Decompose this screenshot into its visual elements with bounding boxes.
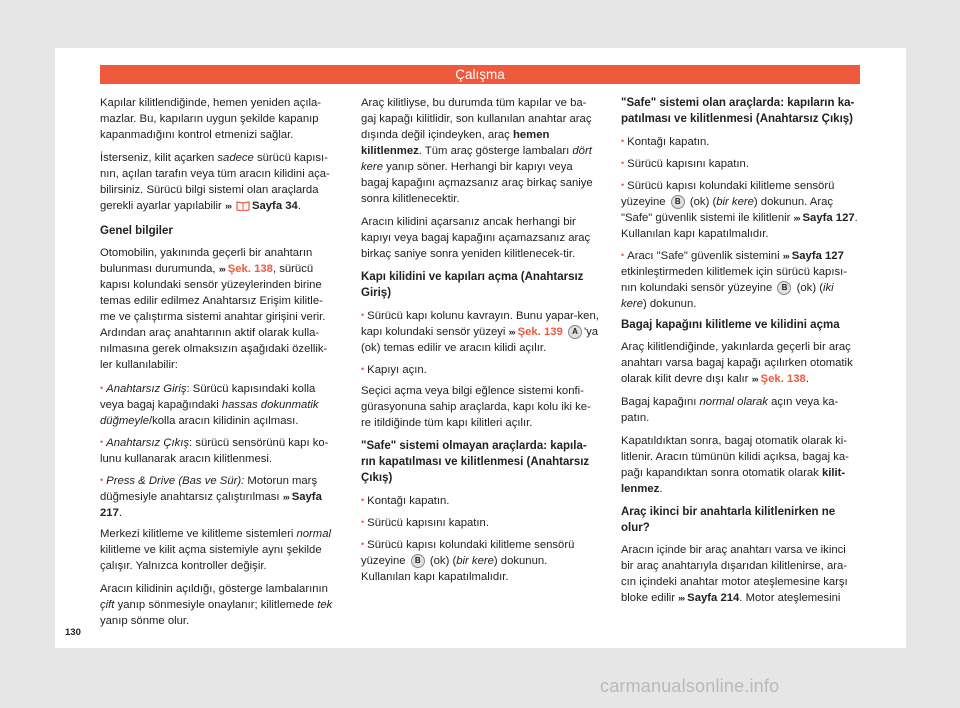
manual-page [55, 48, 906, 648]
arrows-icon: ››› [218, 264, 225, 274]
bullet-icon: • [621, 158, 625, 168]
list-item: • Sürücü kapısını kapatın. [361, 517, 489, 529]
heading-genel-bilgiler: Genel bilgiler [100, 225, 173, 237]
bullet-icon: • [621, 136, 625, 146]
figure-link[interactable]: Şek. 138 [760, 373, 806, 385]
heading-keyless-exit-safe: "Safe" sistemi olan araçlarda: kapıların ka-patılması ve kilitlenmesi (Anahtarsız Çıkış) [621, 97, 855, 125]
paragraph: Aracın içinde bir araç anahtarı varsa ve ikinci bir araç anahtarıyla dışarıdan kilitlenirse, ara-cın içindeki anahtar motor ateşlemesine karşı bloke edilir ››› Sayfa 214. Motor ateşlemesini [621, 544, 848, 604]
bullet-icon: • [621, 250, 625, 260]
paragraph: Otomobilin, yakınında geçerli bir anahtarın bulunması durumunda, ››› Şek. 138, sürücü kapısı kolundaki sensör yüzeylerinden birine temas edilir edilmez Anahtarsız Erişim kilitle-me ve çalıştırma sistemi anahtar girişini verir. Ardından araç anahtarının aktif olarak kulla-nılmasına gerek olmaksızın aşağıdaki özellik-ler kullanılabilir: [100, 247, 328, 371]
arrows-icon: ››› [751, 374, 758, 384]
text-column-3 [621, 95, 859, 613]
bullet-icon: • [100, 437, 104, 447]
arrows-icon: ››› [282, 492, 289, 502]
bullet-icon: • [100, 383, 104, 393]
page-link[interactable]: Sayfa 34 [251, 200, 298, 212]
list-item: • Sürücü kapısı kolundaki kilitleme sensörü yüzeyine B (ok) (bir kere) dokunun. Araç "Safe" güvenlik sistemi ile kilitlenir ››› Sayfa 127. Kullanılan kapı kapatılmalıdır. [621, 180, 858, 240]
page-link[interactable]: Sayfa 127 [802, 212, 855, 224]
figure-link[interactable]: Şek. 139 [517, 326, 563, 338]
arrows-icon: ››› [678, 593, 685, 603]
page-link[interactable]: Sayfa 127 [791, 250, 844, 262]
text-column-1 [100, 95, 338, 636]
callout-badge-b: B [777, 281, 791, 295]
figure-link[interactable]: Şek. 138 [227, 263, 273, 275]
book-icon [236, 200, 250, 216]
list-item: • Sürücü kapısını kapatın. [621, 158, 749, 170]
list-item: • Aracı "Safe" güvenlik sistemini ››› Sayfa 127 etkinleştirmeden kilitlemek için sürücü kapısı-nın kolundaki sensör yüzeyine B (ok) (iki kere) dokunun. [621, 250, 848, 310]
list-item: • Anahtarsız Giriş: Sürücü kapısındaki kolla veya bagaj kapağındaki hassas dokunmatik düğmeyle/kolla aracın kilidinin açılması. [100, 383, 319, 427]
paragraph: Araç kilitliyse, bu durumda tüm kapılar ve ba-gaj kapağı kilitlidir, son kullanılan anahtar araç dışında değil içindeyken, araç hemen kilitlenmez. Tüm araç gösterge lambaları dört kere yanıp söner. Herhangi bir kapıyı veya bagaj kapağını açmazsanız araç birkaç saniye sonra kilitlenecektir. [361, 97, 593, 205]
paragraph: İsterseniz, kilit açarken sadece sürücü kapısı-nın, açılan tarafın veya tüm aracın kilidini aça-bilirsiniz. Sürücü bilgi sistemi olan araçlarda gerekli ayarlar yapılabilir ››› Sayfa 34. [100, 150, 338, 216]
arrows-icon: ››› [782, 251, 789, 261]
heading-keyless-exit-no-safe: "Safe" sistemi olmayan araçlarda: kapıla-rın kapatılması ve kilitlenmesi (Anahtarsız Çıkış) [361, 440, 590, 484]
heading-keyless-entry: Kapı kilidini ve kapıları açma (Anahtarsız Giriş) [361, 271, 584, 299]
list-item: • Kontağı kapatın. [621, 136, 710, 148]
arrows-icon: ››› [793, 213, 800, 223]
arrows-icon: ››› [508, 327, 515, 337]
page-link[interactable]: Sayfa 217 [100, 491, 322, 519]
paragraph: Aracın kilidinin açıldığı, gösterge lambalarının çift yanıp sönmesiyle onaylanır; kilitlemede tek yanıp sönme olur. [100, 583, 333, 627]
section-title: Çalışma [455, 67, 505, 82]
list-item: • Kapıyı açın. [361, 364, 427, 376]
bullet-icon: • [100, 475, 104, 485]
bullet-icon: • [361, 364, 365, 374]
paragraph: Kapatıldıktan sonra, bagaj otomatik olarak ki-litlenir. Aracın tümünün kilidi açıksa, bagaj ka-pağı kapandıktan sonra otomatik olarak kilit-lenmez. [621, 435, 849, 495]
text-column-2 [361, 95, 599, 590]
bullet-icon: • [621, 180, 625, 190]
bullet-icon: • [361, 517, 365, 527]
heading-trunk: Bagaj kapağını kilitleme ve kilidini açma [621, 319, 840, 331]
callout-badge-b: B [671, 195, 685, 209]
paragraph: Araç kilitlendiğinde, yakınlarda geçerli bir araç anahtarı varsa bagaj kapağı açılırken otomatik olarak kilit devre dışı kalır ››› Şek. 138. [621, 341, 853, 385]
list-item: • Anahtarsız Çıkış: sürücü sensörünü kapı ko-lunu kullanarak aracın kilitlenmesi. [100, 437, 329, 465]
paragraph: Aracın kilidini açarsanız ancak herhangi bir kapıyı veya bagaj kapağını açamazsanız araç birkaç saniye sonra yeniden kilitlenecek-tir. [361, 216, 591, 260]
callout-badge-a: A [568, 325, 582, 339]
bullet-icon: • [361, 495, 365, 505]
bullet-icon: • [361, 539, 365, 549]
list-item: • Sürücü kapısı kolundaki kilitleme sensörü yüzeyine B (ok) (bir kere) dokunun. Kullanılan kapı kapatılmalıdır. [361, 539, 575, 583]
paragraph: Kapılar kilitlendiğinde, hemen yeniden açıla-mazlar. Bu, kapıların uygun şekilde kapanıp kapanmadığını kontrol etmenizi sağlar. [100, 97, 322, 141]
bullet-icon: • [361, 310, 365, 320]
paragraph: Merkezi kilitleme ve kilitleme sistemleri normal kilitleme ve kilit açma sistemiyle aynı şekilde çalışır. Yalnızca kontroller değişir. [100, 528, 332, 572]
section-header [100, 65, 860, 84]
list-item: • Press & Drive (Bas ve Sür): Motorun marş düğmesiyle anahtarsız çalıştırılması ››› Sayfa 217. [100, 475, 322, 519]
callout-badge-b: B [411, 554, 425, 568]
paragraph: Bagaj kapağını normal olarak açın veya ka-patın. [621, 396, 839, 424]
list-item: • Kontağı kapatın. [361, 495, 450, 507]
watermark: carmanualsonline.info [600, 676, 780, 696]
arrows-icon: ››› [224, 201, 231, 211]
page-number: 130 [65, 627, 81, 638]
heading-second-key: Araç ikinci bir anahtarla kilitlenirken ne olur? [621, 506, 836, 534]
list-item: • Sürücü kapı kolunu kavrayın. Bunu yapar-ken, kapı kolundaki sensör yüzeyi ››› Şek. 139 A 'ya (ok) temas edilir ve aracın kilidi açılır. [361, 310, 599, 354]
paragraph: Seçici açma veya bilgi eğlence sistemi konfi-gürasyonuna sahip araçlarda, kapı kolu iki ke-re itildiğinde tüm kapı kilitleri açılır. [361, 385, 591, 429]
page-link[interactable]: Sayfa 214 [687, 592, 740, 604]
